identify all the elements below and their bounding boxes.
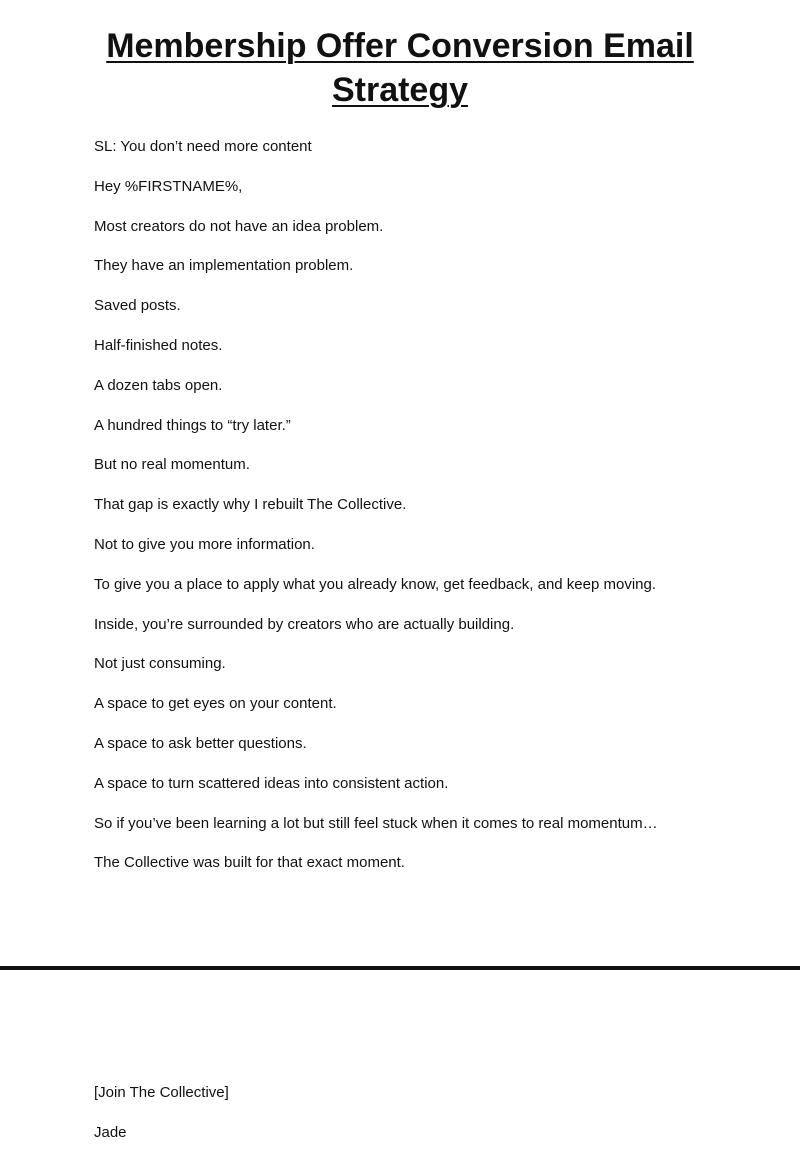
body-paragraph: To give you a place to apply what you already know, get feedback, and keep moving. — [94, 575, 657, 593]
page-title — [0, 24, 800, 112]
body-paragraph: A space to get eyes on your content. — [94, 695, 337, 713]
join-collective-cta[interactable]: [Join The Collective] — [94, 1084, 229, 1101]
body-paragraph: A hundred things to “try later.” — [94, 416, 291, 434]
body-paragraph: Most creators do not have an idea problem. — [94, 217, 384, 235]
body-paragraph: A space to turn scattered ideas into consistent action. — [94, 774, 449, 792]
body-paragraph: But no real momentum. — [94, 456, 250, 474]
title-line-1: Membership Offer Conversion Email — [106, 27, 694, 65]
subject-line: SL: You don’t need more content — [94, 138, 312, 155]
body-paragraph: A dozen tabs open. — [94, 376, 223, 394]
signature: Jade — [94, 1124, 127, 1141]
body-paragraph: They have an implementation problem. — [94, 257, 354, 275]
body-paragraph: Half-finished notes. — [94, 336, 223, 354]
body-paragraph: Not to give you more information. — [94, 535, 315, 553]
body-paragraph: So if you’ve been learning a lot but still feel stuck when it comes to real momentum… — [94, 814, 658, 832]
email-body — [94, 137, 774, 893]
section-divider — [0, 966, 800, 970]
body-paragraph: That gap is exactly why I rebuilt The Collective. — [94, 496, 407, 514]
greeting: Hey %FIRSTNAME%, — [94, 177, 243, 195]
body-paragraph: Saved posts. — [94, 297, 181, 315]
title-line-2: Strategy — [331, 71, 469, 109]
body-paragraph: A space to ask better questions. — [94, 734, 307, 752]
body-paragraph: Inside, you’re surrounded by creators who are actually building. — [94, 615, 515, 633]
body-paragraph: Not just consuming. — [94, 655, 226, 673]
body-paragraph: The Collective was built for that exact moment. — [94, 854, 405, 872]
